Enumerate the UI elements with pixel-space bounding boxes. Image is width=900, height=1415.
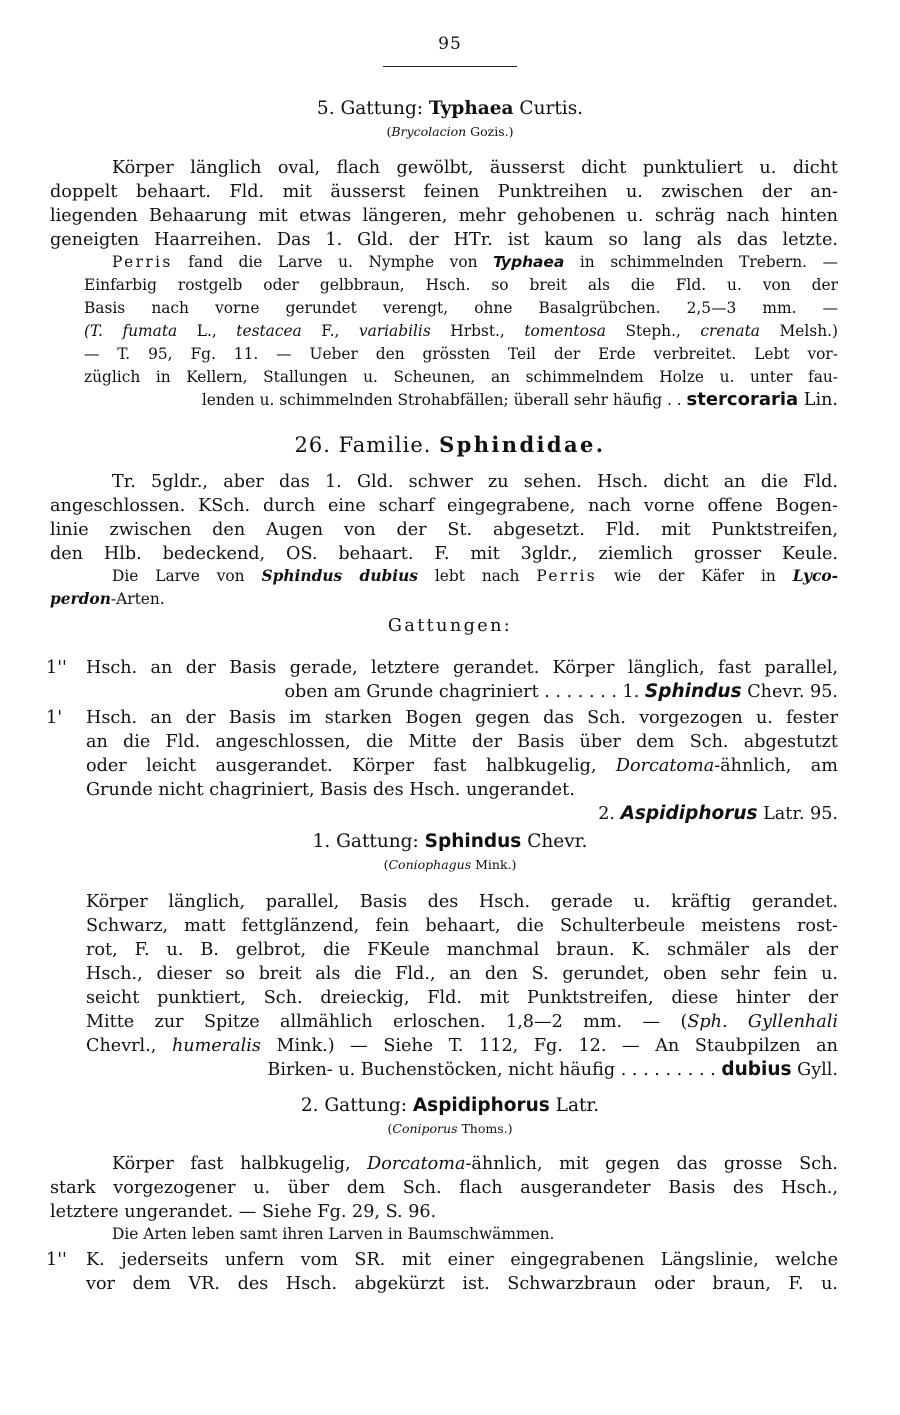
key-heading: Gattungen: bbox=[387, 616, 513, 636]
family-heading bbox=[0, 430, 900, 460]
genus-heading-typhaea bbox=[0, 97, 900, 121]
text-line: stark vorgezogener u. über dem Sch. flach ausgerandeter Basis des Hsch., bbox=[50, 1178, 838, 1198]
text-span: 2. bbox=[598, 804, 621, 824]
family-name: Sphindidae. bbox=[439, 432, 606, 457]
genus-author: Curtis. bbox=[513, 98, 584, 119]
species-name-bold: stercoraria bbox=[686, 389, 799, 410]
synonym-line: (Brycolacion Gozis.) bbox=[386, 124, 514, 139]
text-line: Körper länglich oval, flach gewölbt, äusserst dicht punktuliert u. dicht bbox=[112, 158, 838, 178]
genus-author: Chevr. bbox=[521, 831, 588, 852]
synonym-line: (Coniophagus Mink.) bbox=[383, 857, 517, 872]
small-text-line: — T. 95, Fg. 11. — Ueber den grössten Teil der Erde verbreitet. Lebt vor- bbox=[84, 345, 838, 363]
text-span: fand die Larve u. Nymphe von bbox=[172, 253, 494, 271]
page-number: 95 bbox=[438, 34, 462, 54]
text-span: -ähnlich, am bbox=[714, 756, 838, 776]
species-author: Lin. bbox=[798, 390, 838, 410]
genus-name: Sphindus bbox=[424, 831, 522, 852]
genus-name: Aspidiphorus bbox=[412, 1095, 550, 1116]
text-span: -ähnlich, mit gegen das grosse Sch. bbox=[465, 1154, 838, 1174]
text-line bbox=[112, 1152, 838, 1176]
species-name: tomentosa bbox=[524, 322, 606, 340]
text-span: oben am Grunde chagriniert . . . . . . . 1. bbox=[284, 682, 645, 702]
species-author: Gyll. bbox=[791, 1060, 838, 1080]
key-line: Hsch. an der Basis im starken Bogen gegen das Sch. vorgezogen u. fester bbox=[86, 708, 838, 728]
genus-prefix: 2. Gattung: bbox=[300, 1095, 413, 1116]
key-line: K. jederseits unfern vom SR. mit einer eingegrabenen Längslinie, welche bbox=[86, 1250, 838, 1270]
species-name: testacea bbox=[236, 322, 302, 340]
genus-author: Latr. bbox=[549, 1095, 600, 1116]
species-name: variabilis bbox=[358, 322, 431, 340]
text-span: wie der Käfer in bbox=[597, 567, 793, 585]
text-span: Körper fast halbkugelig, bbox=[112, 1154, 368, 1174]
species-name: Sph. Gyllenhali bbox=[687, 1012, 838, 1032]
species-name: Sphindus dubius bbox=[261, 567, 418, 585]
genus-prefix: 5. Gattung: bbox=[316, 98, 429, 119]
genus-name: Typhaea bbox=[428, 98, 514, 119]
key-line bbox=[86, 680, 838, 704]
key-line bbox=[86, 754, 838, 778]
genus-heading-sphindus bbox=[0, 830, 900, 854]
genus-ref: Lyco- bbox=[792, 567, 838, 585]
text-span: Birken- u. Buchenstöcken, nicht häufig . . . . . . . . . bbox=[267, 1060, 722, 1080]
genus-heading-aspidiphorus bbox=[0, 1094, 900, 1118]
small-text-line bbox=[50, 587, 838, 611]
species-name: humeralis bbox=[171, 1036, 261, 1056]
genus-ref: Dorcatoma bbox=[367, 1154, 466, 1174]
text-line: Tr. 5gldr., aber das 1. Gld. schwer zu sehen. Hsch. dicht an die Fld. bbox=[112, 472, 838, 492]
species-name-bold: dubius bbox=[721, 1059, 792, 1080]
text-span: oder leicht ausgerandet. Körper fast halbkugelig, bbox=[86, 756, 616, 776]
text-span: Melsh.) bbox=[759, 322, 838, 340]
genus-ref: Dorcatoma bbox=[615, 756, 715, 776]
text-line: geneigten Haarreihen. Das 1. Gld. der HTr. ist kaum so lang als das letzte. bbox=[50, 230, 838, 250]
text-span: Hrbst., bbox=[430, 322, 525, 340]
genus-name: Aspidiphorus bbox=[620, 803, 758, 824]
text-span: Latr. 95. bbox=[757, 804, 838, 824]
key-line: Hsch. an der Basis gerade, letztere gerandet. Körper länglich, fast parallel, bbox=[86, 658, 838, 678]
text-line: Schwarz, matt fettglänzend, fein behaart, die Schulterbeule meistens rost- bbox=[86, 916, 838, 936]
text-span: F., bbox=[301, 322, 359, 340]
text-line: rot, F. u. B. gelbrot, die FKeule manchmal braun. K. schmäler als der bbox=[86, 940, 838, 960]
text-line: linie zwischen den Augen von der St. abgesetzt. Fld. mit Punktstreifen, bbox=[50, 520, 838, 540]
synonym-name: Coniporus bbox=[392, 1121, 458, 1136]
key-line: vor dem VR. des Hsch. abgekürzt ist. Schwarzbraun oder braun, F. u. bbox=[86, 1274, 838, 1294]
text-span: Mink.) — Siehe T. 112, Fg. 12. — An Staubpilzen an bbox=[260, 1036, 838, 1056]
family-prefix: 26. Familie. bbox=[294, 433, 440, 457]
text-span: Die Larve von bbox=[112, 567, 262, 585]
header-rule bbox=[383, 66, 517, 67]
text-line bbox=[86, 1034, 838, 1058]
text-line bbox=[86, 1010, 838, 1034]
small-text-line: Einfarbig rostgelb oder gelbbraun, Hsch. so breit als die Fld. u. von der bbox=[84, 276, 838, 294]
small-text-line bbox=[112, 564, 838, 588]
species-name: (T. fumata bbox=[84, 322, 178, 340]
genus-name: Sphindus bbox=[644, 681, 742, 702]
text-span: in schimmelnden Trebern. — bbox=[564, 253, 838, 271]
synonym-name: Brycolacion bbox=[391, 124, 467, 139]
synonym-author: Mink. bbox=[471, 857, 512, 872]
author-name: Perris bbox=[536, 567, 598, 585]
species-name: crenata bbox=[700, 322, 760, 340]
text-line: den Hlb. bedeckend, OS. behaart. F. mit 3gldr., ziemlich grosser Keule. bbox=[50, 544, 838, 564]
small-text-line bbox=[112, 250, 838, 274]
small-text-line: Die Arten leben samt ihren Larven in Baumschwämmen. bbox=[112, 1225, 555, 1243]
text-line: liegenden Behaarung mit etwas längeren, mehr gehobenen u. schräg nach hinten bbox=[50, 206, 838, 226]
key-line: an die Fld. angeschlossen, die Mitte der Basis über dem Sch. abgestutzt bbox=[86, 732, 838, 752]
text-span: lebt nach bbox=[417, 567, 537, 585]
text-span: Mitte zur Spitze allmählich erloschen. 1,8—2 mm. — ( bbox=[86, 1012, 688, 1032]
synonym-author: Thoms. bbox=[457, 1121, 508, 1136]
text-span: Steph., bbox=[605, 322, 701, 340]
text-span: -Arten. bbox=[110, 590, 165, 608]
key-line bbox=[86, 802, 838, 826]
small-text-line: züglich in Kellern, Stallungen u. Scheunen, an schimmelndem Holze u. unter fau- bbox=[84, 368, 838, 386]
genus-prefix: 1. Gattung: bbox=[312, 831, 425, 852]
author-name: Perris bbox=[112, 253, 173, 271]
genus-ref: perdon bbox=[50, 590, 111, 608]
key-number: 1'' bbox=[46, 658, 67, 678]
small-text-line bbox=[84, 388, 838, 412]
text-span: Chevrl., bbox=[86, 1036, 172, 1056]
text-line: doppelt behaart. Fld. mit äusserst feinen Punktreihen u. zwischen der an- bbox=[50, 182, 838, 202]
small-text-line bbox=[84, 319, 838, 343]
key-number: 1' bbox=[46, 708, 63, 728]
text-line: Hsch., dieser so breit als die Fld., an den S. gerundet, oben sehr fein u. bbox=[86, 964, 838, 984]
text-span: lenden u. schimmelnden Strohabfällen; überall sehr häufig . . bbox=[201, 391, 687, 409]
key-line: Grunde nicht chagriniert, Basis des Hsch. ungerandet. bbox=[86, 780, 575, 800]
synonym-name: Coniophagus bbox=[388, 857, 472, 872]
text-line: Körper länglich, parallel, Basis des Hsch. gerade u. kräftig gerandet. bbox=[86, 892, 838, 912]
text-line: angeschlossen. KSch. durch eine scharf eingegrabene, nach vorne offene Bogen- bbox=[50, 496, 838, 516]
genus-ref: Typhaea bbox=[493, 253, 565, 271]
text-span: Chevr. 95. bbox=[741, 682, 838, 702]
key-number: 1'' bbox=[46, 1250, 67, 1270]
text-line bbox=[86, 1058, 838, 1082]
small-text-line: Basis nach vorne gerundet verengt, ohne Basalgrübchen. 2,5—3 mm. — bbox=[84, 299, 838, 317]
text-line: seicht punktiert, Sch. dreieckig, Fld. mit Punktstreifen, diese hinter der bbox=[86, 988, 838, 1008]
synonym-line: (Coniporus Thoms.) bbox=[387, 1121, 513, 1136]
text-line: letztere ungerandet. — Siehe Fg. 29, S. 96. bbox=[50, 1202, 437, 1222]
synonym-author: Gozis. bbox=[466, 124, 509, 139]
text-span: L., bbox=[177, 322, 237, 340]
